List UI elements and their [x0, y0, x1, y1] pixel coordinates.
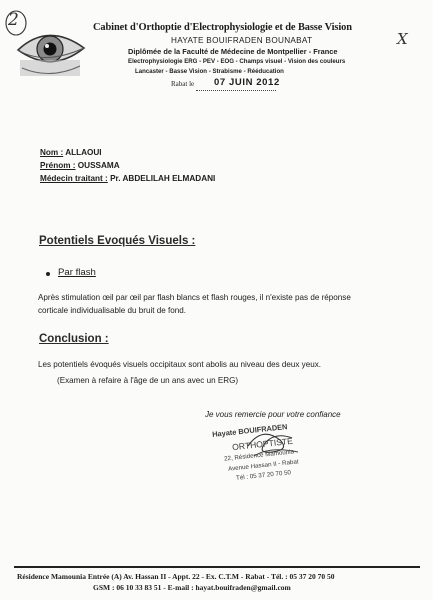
- practitioner-name: HAYATE BOUIFRADEN BOUNABAT: [171, 36, 313, 45]
- stamp-line-2: ORTHOPTISTE: [231, 435, 294, 453]
- medecin-value: Pr. ABDELILAH ELMADANI: [110, 174, 216, 183]
- section-title-pev: Potentiels Evoqués Visuels :: [39, 235, 196, 247]
- conclusion-note: (Examen à refaire à l'âge de un ans avec un ERG): [57, 376, 239, 385]
- prenom-label: Prénom :: [40, 161, 76, 170]
- bullet-par-flash: Par flash: [58, 267, 96, 278]
- handwritten-mark-top-right: X: [397, 30, 408, 48]
- footer-rule: [14, 566, 420, 568]
- services-line-1: Electrophysiologie ERG - PEV - EOG - Champs visuel - Vision des couleurs: [128, 58, 346, 65]
- practitioner-stamp: [210, 416, 320, 484]
- handwritten-mark-top-left: 2: [8, 10, 19, 30]
- nom-value: ALLAOUI: [65, 148, 102, 157]
- date-dotted-line: [196, 90, 276, 91]
- conclusion-paragraph: Les potentiels évoqués visuels occipitaux sont abolis au niveau des deux yeux.: [38, 360, 322, 369]
- patient-nom: [40, 148, 102, 157]
- nom-label: Nom :: [40, 148, 64, 157]
- patient-prenom: [40, 161, 120, 170]
- clinic-title: Cabinet d'Orthoptie d'Electrophysiologie et de Basse Vision: [93, 22, 352, 33]
- bullet-icon: [46, 272, 50, 276]
- closing-line: Je vous remercie pour votre confiance: [205, 410, 341, 419]
- stamp-line-5: Tél : 05 37 20 70 50: [235, 469, 292, 482]
- pev-paragraph: Après stimulation œil par œil par flash blancs et flash rouges, il n'existe pas de réponse corticale individualisable du bruit de fond.: [38, 293, 351, 315]
- diploma-line: Diplômée de la Faculté de Médecine de Montpellier - France: [128, 47, 338, 56]
- date-stamp-value: 07 JUIN 2012: [214, 77, 280, 88]
- stamp-line-1: Hayate BOUIFRADEN: [211, 422, 288, 439]
- services-line-2: Lancaster - Basse Vision - Strabisme - Rééducation: [135, 68, 284, 75]
- eye-logo-icon: [14, 16, 88, 82]
- footer-contact: GSM : 06 10 33 83 51 - E-mail : hayat.bouifraden@gmail.com: [93, 583, 291, 592]
- patient-medecin: [40, 174, 215, 183]
- section-title-conclusion: Conclusion :: [39, 333, 109, 345]
- prenom-value: OUSSAMA: [77, 161, 120, 170]
- stamp-line-4: Avenue Hassan II - Rabat: [227, 458, 299, 473]
- medecin-label: Médecin traitant :: [40, 174, 108, 183]
- stamp-line-3: 22, Résidence Mamounia: [223, 448, 295, 463]
- footer-address: Résidence Mamounia Entrée (A) Av. Hassan II - Appt. 22 - Ex. C.T.M - Rabat - Tél. : 05 37 20 70 50: [17, 572, 335, 581]
- date-label: Rabat le: [171, 80, 195, 88]
